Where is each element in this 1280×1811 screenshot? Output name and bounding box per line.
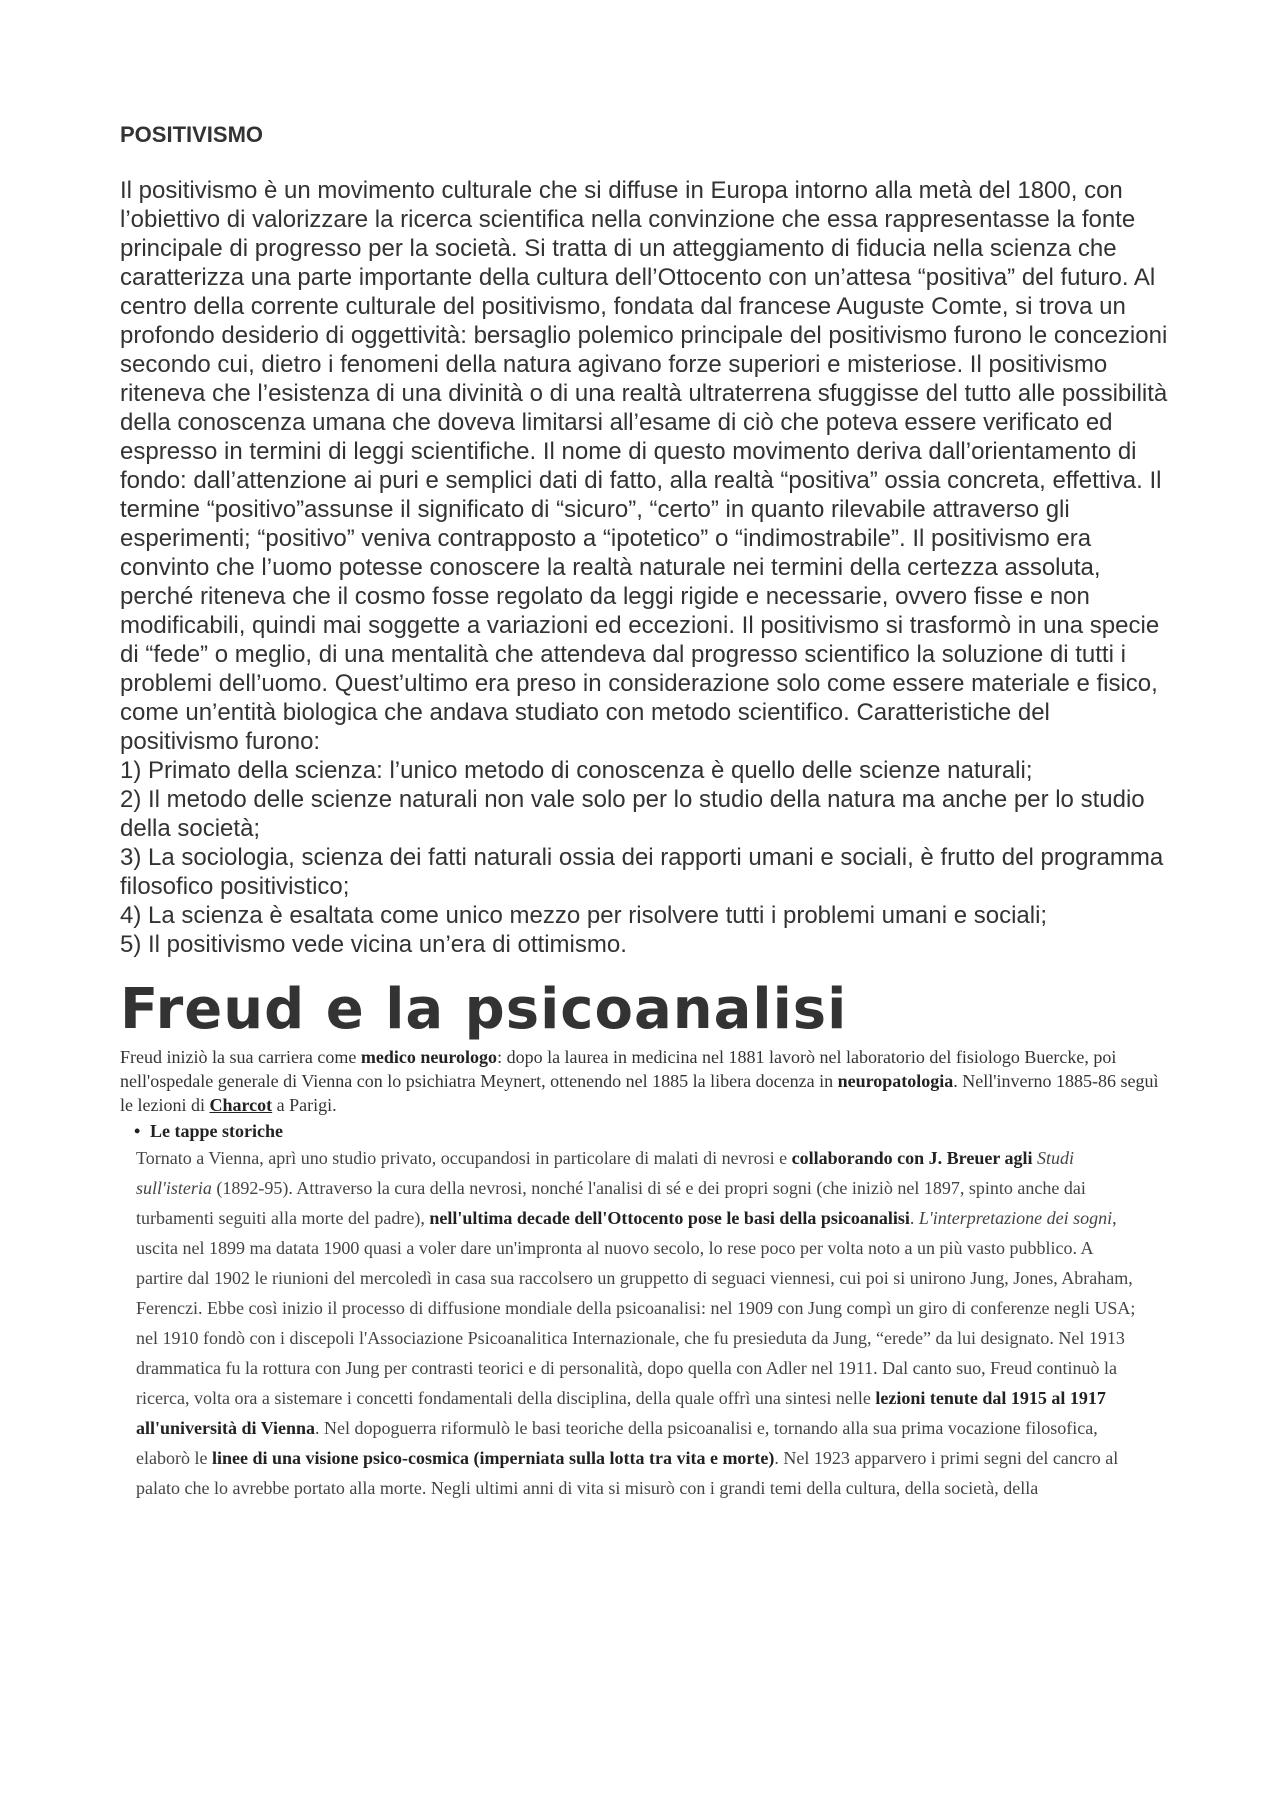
positivismo-paragraph: Il positivismo è un movimento culturale che si diffuse in Europa intorno alla metà del 1800, con l’obiettivo di valorizzare la ricerca scientifica nella convinzione che essa rappresentasse la fonte principale di progresso per la società. Si tratta di un atteggiamento di fiducia nella scienza che caratterizza una parte importante della cultura dell’Ottocento con un’attesa “positiva” del futuro. Al centro della corrente culturale del positivismo, fondata dal francese Auguste Comte, si trova un profondo desiderio di oggettività: bersaglio polemico principale del positivismo furono le concezioni secondo cui, dietro i fenomeni della natura agivano forze superiori e misteriose. Il positivismo riteneva che l’esistenza di una divinità o di una realtà ultraterrena sfuggisse del tutto alle possibilità della conoscenza umana che doveva limitarsi all’esame di ciò che poteva essere verificato ed espresso in termini di leggi scientifiche. Il nome di questo movimento deriva dall’orientamento di fondo: dall’attenzione ai puri e semplici dati di fatto, alla realtà “positiva” ossia concreta, effettiva. Il termine “positivo”assunse il significato di “sicuro”, “certo” in quanto rilevabile attraverso gli esperimenti; “positivo” veniva contrapposto a “ipotetico” o “indimostrabile”. Il positivismo era convinto che l’uomo potesse conoscere la realtà naturale nei termini della certezza assoluta, perché riteneva che il cosmo fosse regolato da leggi rigide e necessarie, ovvero fisse e non modificabili, quindi mai soggette a variazioni ed eccezioni. Il positivismo si trasformò in una specie di “fede” o meglio, di una mentalità che attendeva dal progresso scientifico la soluzione di tutti i problemi dell’uomo. Quest’ultimo era preso in considerazione solo come essere materiale e fisico, come un’entità biologica che andava studiato con metodo scientifico. Caratteristiche del positivismo furono: [120, 177, 1168, 755]
tappe-italic-text: Studi sull'isteria [136, 1148, 1075, 1198]
characteristics-list [120, 756, 1170, 959]
positivismo-heading: POSITIVISMO [120, 122, 264, 147]
freud-title: Freud e la psicoanalisi [120, 977, 848, 1042]
tappe-bold-text: collaborando con J. Breuer agli [791, 1148, 1033, 1168]
intro-text: a Parigi. [272, 1095, 337, 1115]
document-page [120, 118, 1170, 1503]
tappe-text: . [909, 1208, 919, 1228]
intro-text: Freud iniziò la sua carriera come [120, 1047, 361, 1067]
intro-bold-text: neuropatologia [837, 1071, 954, 1091]
list-item: 3) La sociologia, scienza dei fatti naturali ossia dei rapporti umani e sociali, è frutto del programma filosofico positivistico; [120, 844, 1164, 900]
tappe-storiche-bullet [134, 1119, 1170, 1143]
tappe-text: . Nel 1923 apparvero i primi segni del cancro al palato che lo avrebbe portato alla morte. Negli ultimi anni di vita si misurò con i grandi temi della cultura, della società, della [136, 1448, 1119, 1498]
list-item: 1) Primato della scienza: l’unico metodo di conoscenza è quello delle scienze naturali; [120, 757, 1033, 784]
intro-text: . Nell'inverno 1885-86 seguì le lezioni di [120, 1071, 1159, 1115]
tappe-text: Tornato a Vienna, aprì uno studio privato, occupandosi in particolare di malati di nevrosi e [136, 1148, 792, 1168]
tappe-storiche-paragraph [136, 1143, 1136, 1503]
list-item: 5) Il positivismo vede vicina un’era di ottimismo. [120, 931, 627, 958]
tappe-text: . Nel dopoguerra riformulò le basi teoriche della psicoanalisi e, tornando alla sua prima vocazione filosofica, elaborò le [136, 1418, 1098, 1468]
tappe-bold-text: nell'ultima decade dell'Ottocento pose le basi della psicoanalisi [429, 1208, 910, 1228]
tappe-text: (1892-95). Attraverso la cura della nevrosi, nonché l'analisi di sé e dei propri sogni (che iniziò nel 1897, spinto anche dai turbamenti seguiti alla morte del padre), [136, 1178, 1086, 1228]
intro-text: : dopo la laurea in medicina nel 1881 lavorò nel laboratorio del fisiologo Buercke, poi nell'ospedale generale di Vienna con lo psichiatra Meynert, ottenendo nel 1885 la libera docenza in [120, 1047, 1117, 1091]
freud-intro-paragraph [120, 1045, 1170, 1117]
list-item: 2) Il metodo delle scienze naturali non vale solo per lo studio della natura ma anche per lo studio della società; [120, 786, 1145, 842]
tappe-text: , uscita nel 1899 ma datata 1900 quasi a voler dare un'impronta al nuovo secolo, lo rese poco per volta noto a un più vasto pubblico. A partire dal 1902 le riunioni del mercoledì in casa sua raccolsero un gruppetto di seguaci viennesi, cui poi si unirono Jung, Jones, Abraham, Ferenczi. Ebbe così inizio il processo di diffusione mondiale della psicoanalisi: nel 1909 con Jung compì un giro di conferenze negli USA; nel 1910 fondò con i discepoli l'Associazione Psicoanalitica Internazionale, che fu presieduta da Jung, “erede” da lui designato. Nel 1913 drammatica fu la rottura con Jung per contrasti teorici e di personalità, dopo quella con Adler nel 1911. Dal canto suo, Freud continuò la ricerca, volta ora a sistemare i concetti fondamentali della disciplina, della quale offrì una sintesi nelle [136, 1208, 1136, 1408]
list-item: 4) La scienza è esaltata come unico mezzo per risolvere tutti i problemi umani e sociali; [120, 902, 1048, 929]
tappe-bold-text: linee di una visione psico-cosmica (imperniata sulla lotta tra vita e morte) [211, 1448, 775, 1468]
tappe-italic-text: L'interpretazione dei sogni [918, 1208, 1113, 1228]
intro-bold-text: medico neurologo [360, 1047, 498, 1067]
bullet-icon: • [134, 1121, 141, 1141]
tappe-storiche-label: Le tappe storiche [150, 1121, 283, 1141]
tappe-bold-text: lezioni tenute dal 1915 al 1917 all'università di Vienna [136, 1388, 1106, 1438]
charcot-link[interactable]: Charcot [209, 1095, 273, 1115]
